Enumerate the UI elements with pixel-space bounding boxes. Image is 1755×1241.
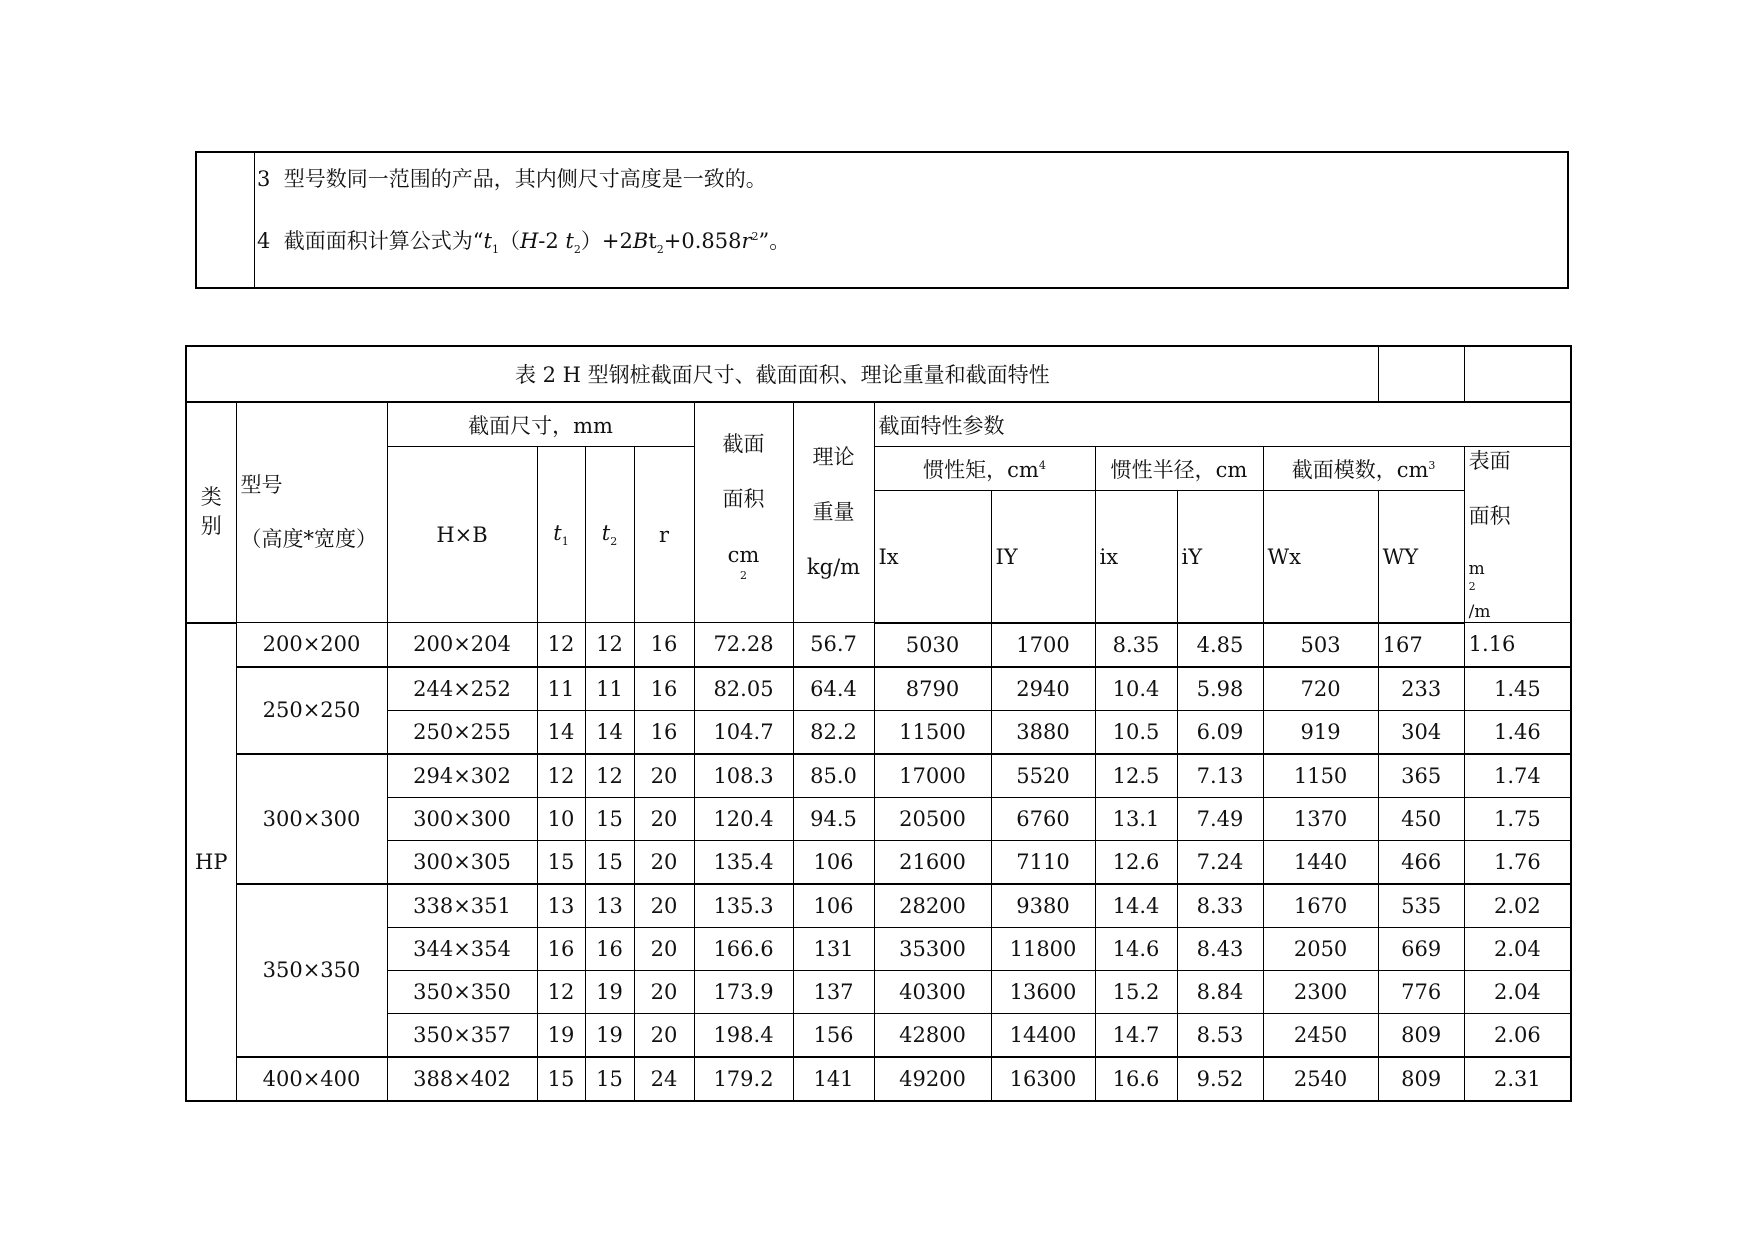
cell-ix: 12.5 <box>1095 754 1177 798</box>
cell-ix: 35300 <box>874 927 991 970</box>
cell-iy: 1700 <box>991 623 1095 667</box>
cell-weight: 94.5 <box>793 797 874 840</box>
cell-surface: 2.31 <box>1464 1057 1571 1101</box>
cell-wy: 669 <box>1378 927 1464 970</box>
cell-r: 16 <box>634 710 694 754</box>
cell-t2: 15 <box>585 1057 634 1101</box>
cell-t2: 15 <box>585 797 634 840</box>
cell-ix: 14.6 <box>1095 927 1177 970</box>
weight-label-2: 重量 <box>812 500 855 524</box>
cell-t1: 12 <box>537 754 585 798</box>
cell-ix: 11500 <box>874 710 991 754</box>
cell-wx: 919 <box>1263 710 1378 754</box>
cell-hxb: 350×350 <box>387 970 537 1013</box>
surface-label-1: 表面 <box>1468 449 1511 473</box>
cell-wx: 503 <box>1263 623 1378 667</box>
cell-weight: 131 <box>793 927 874 970</box>
notes-box <box>195 151 1569 289</box>
area-label-1: 截面 <box>722 432 765 457</box>
IY-header: IY <box>991 491 1095 623</box>
cell-ix: 8790 <box>874 667 991 711</box>
cell-surface: 1.74 <box>1464 754 1571 798</box>
cell-wx: 2300 <box>1263 970 1378 1013</box>
cell-ix: 21600 <box>874 840 991 884</box>
cell-wy: 535 <box>1378 884 1464 928</box>
category-header <box>186 402 236 623</box>
cell-r: 20 <box>634 1013 694 1057</box>
Wx-header: Wx <box>1263 491 1378 623</box>
cell-wx: 2050 <box>1263 927 1378 970</box>
surface-header <box>1464 447 1571 623</box>
cell-iy: 7.49 <box>1177 797 1263 840</box>
table-row <box>186 1013 1571 1057</box>
cell-t1: 10 <box>537 797 585 840</box>
cell-weight: 137 <box>793 970 874 1013</box>
note-suffix: ”。 <box>758 229 791 253</box>
cell-weight: 156 <box>793 1013 874 1057</box>
cell-area: 135.3 <box>694 884 793 928</box>
modulus-header <box>1263 447 1464 491</box>
cell-ix: 8.35 <box>1095 623 1177 667</box>
cell-wx: 2540 <box>1263 1057 1378 1101</box>
cell-ix: 40300 <box>874 970 991 1013</box>
cell-ix: 10.4 <box>1095 667 1177 711</box>
cell-r: 20 <box>634 927 694 970</box>
area-unit-sup: 2 <box>740 568 747 582</box>
table-row <box>186 884 1571 928</box>
cell-surface: 1.76 <box>1464 840 1571 884</box>
formula-t1-sub: 1 <box>491 243 499 257</box>
cell-weight: 85.0 <box>793 754 874 798</box>
cell-iy: 3880 <box>991 710 1095 754</box>
cell-wy: 450 <box>1378 797 1464 840</box>
t2-header <box>585 447 634 623</box>
note-text: 型号数同一范围的产品，其内侧尺寸高度是一致的。 <box>283 167 767 191</box>
area-label-2: 面积 <box>722 487 765 512</box>
formula-open: （ <box>498 229 520 253</box>
cell-surface: 2.06 <box>1464 1013 1571 1057</box>
cell-hxb: 344×354 <box>387 927 537 970</box>
cell-ix: 5030 <box>874 623 991 667</box>
category-label: 类别 <box>200 484 222 539</box>
surface-unit-tail: /m <box>1468 601 1491 622</box>
model-cell: 350×350 <box>236 884 387 1057</box>
formula-t2-sub: 2 <box>573 243 581 257</box>
table-title: 表 2 H 型钢桩截面尺寸、截面面积、理论重量和截面特性 <box>186 346 1378 402</box>
cell-wy: 304 <box>1378 710 1464 754</box>
table-row <box>186 754 1571 798</box>
cell-iy: 7.24 <box>1177 840 1263 884</box>
cell-surface: 1.16 <box>1464 623 1571 667</box>
cell-t1: 19 <box>537 1013 585 1057</box>
cell-weight: 106 <box>793 884 874 928</box>
inertia-header <box>874 447 1095 491</box>
cell-ix: 49200 <box>874 1057 991 1101</box>
model-cell: 300×300 <box>236 754 387 884</box>
radius-header: 惯性半径，cm <box>1095 447 1263 491</box>
model-cell: 250×250 <box>236 667 387 754</box>
cell-iy: 11800 <box>991 927 1095 970</box>
formula-B: B <box>632 229 649 253</box>
cell-t1: 12 <box>537 970 585 1013</box>
cell-t2: 11 <box>585 667 634 711</box>
cell-weight: 56.7 <box>793 623 874 667</box>
cell-wx: 1150 <box>1263 754 1378 798</box>
cell-iy: 9380 <box>991 884 1095 928</box>
ix-header: ix <box>1095 491 1177 623</box>
iY-header: iY <box>1177 491 1263 623</box>
cell-t2: 19 <box>585 970 634 1013</box>
cell-iy: 8.33 <box>1177 884 1263 928</box>
cell-t1: 14 <box>537 710 585 754</box>
cell-weight: 82.2 <box>793 710 874 754</box>
Ix-header: Ix <box>874 491 991 623</box>
formula-r-sup: 2 <box>751 230 759 243</box>
cell-wx: 2450 <box>1263 1013 1378 1057</box>
cell-area: 120.4 <box>694 797 793 840</box>
cell-area: 173.9 <box>694 970 793 1013</box>
cell-iy: 8.53 <box>1177 1013 1263 1057</box>
cell-t2: 14 <box>585 710 634 754</box>
cell-ix: 10.5 <box>1095 710 1177 754</box>
cell-t2: 12 <box>585 623 634 667</box>
cell-hxb: 244×252 <box>387 667 537 711</box>
inertia-label: 惯性矩，cm <box>923 457 1039 482</box>
cell-surface: 1.46 <box>1464 710 1571 754</box>
cell-weight: 64.4 <box>793 667 874 711</box>
cell-r: 20 <box>634 840 694 884</box>
cell-iy: 7.13 <box>1177 754 1263 798</box>
area-unit <box>695 543 793 593</box>
cell-area: 82.05 <box>694 667 793 711</box>
modulus-label: 截面模数，cm <box>1291 457 1429 482</box>
cell-t1: 16 <box>537 927 585 970</box>
cell-surface: 2.02 <box>1464 884 1571 928</box>
cell-t1: 12 <box>537 623 585 667</box>
cell-t2: 15 <box>585 840 634 884</box>
cell-area: 108.3 <box>694 754 793 798</box>
cell-ix: 20500 <box>874 797 991 840</box>
surface-unit-text: m <box>1468 559 1485 580</box>
cell-hxb: 294×302 <box>387 754 537 798</box>
table-row <box>186 797 1571 840</box>
cell-r: 20 <box>634 884 694 928</box>
cell-iy: 16300 <box>991 1057 1095 1101</box>
cell-wy: 233 <box>1378 667 1464 711</box>
cell-ix: 14.7 <box>1095 1013 1177 1057</box>
cell-iy: 2940 <box>991 667 1095 711</box>
formula-r: r <box>741 229 752 253</box>
t1-label: t <box>553 521 562 545</box>
cell-iy: 6760 <box>991 797 1095 840</box>
table-row <box>186 667 1571 711</box>
cell-t2: 16 <box>585 927 634 970</box>
formula-close: ） <box>580 229 602 253</box>
cell-hxb: 300×300 <box>387 797 537 840</box>
formula-tb-sub: 2 <box>656 243 664 257</box>
note-number: 4 <box>257 229 271 253</box>
table-row <box>186 927 1571 970</box>
weight-label-1: 理论 <box>812 444 855 469</box>
note-number: 3 <box>257 167 271 191</box>
cell-t2: 12 <box>585 754 634 798</box>
cell-iy: 5.98 <box>1177 667 1263 711</box>
cell-t1: 15 <box>537 1057 585 1101</box>
t2-sub: 2 <box>610 535 618 549</box>
cell-ix: 28200 <box>874 884 991 928</box>
surface-unit <box>1469 559 1571 622</box>
cell-wy: 809 <box>1378 1057 1464 1101</box>
cell-r: 24 <box>634 1057 694 1101</box>
r-header: r <box>634 447 694 623</box>
cell-ix: 15.2 <box>1095 970 1177 1013</box>
t1-header <box>537 447 585 623</box>
formula-tb: t <box>648 229 657 253</box>
model-label: 型号 <box>240 473 283 498</box>
cell-weight: 106 <box>793 840 874 884</box>
formula-plus2: +2 <box>601 229 633 253</box>
table-row <box>186 970 1571 1013</box>
cell-wy: 167 <box>1378 623 1464 667</box>
cell-iy: 5520 <box>991 754 1095 798</box>
cell-surface: 1.75 <box>1464 797 1571 840</box>
cell-surface: 1.45 <box>1464 667 1571 711</box>
title-empty-cell <box>1378 346 1464 402</box>
cell-iy: 6.09 <box>1177 710 1263 754</box>
props-header: 截面特性参数 <box>874 402 1571 447</box>
cell-iy: 7110 <box>991 840 1095 884</box>
cell-t2: 13 <box>585 884 634 928</box>
formula-H: H <box>519 229 539 253</box>
cell-hxb: 200×204 <box>387 623 537 667</box>
model-cell: 200×200 <box>236 623 387 667</box>
cell-t1: 15 <box>537 840 585 884</box>
table-row <box>186 710 1571 754</box>
section-size-header: 截面尺寸，mm <box>387 402 694 447</box>
cell-surface: 2.04 <box>1464 927 1571 970</box>
cell-r: 20 <box>634 970 694 1013</box>
cell-wy: 809 <box>1378 1013 1464 1057</box>
formula-t2: t <box>565 229 574 253</box>
formula-t1: t <box>483 229 492 253</box>
cell-iy: 14400 <box>991 1013 1095 1057</box>
cell-ix: 42800 <box>874 1013 991 1057</box>
table-row <box>186 840 1571 884</box>
cell-wx: 1370 <box>1263 797 1378 840</box>
cell-t2: 19 <box>585 1013 634 1057</box>
cell-area: 198.4 <box>694 1013 793 1057</box>
cell-r: 20 <box>634 797 694 840</box>
cell-iy: 8.43 <box>1177 927 1263 970</box>
cell-area: 135.4 <box>694 840 793 884</box>
cell-r: 20 <box>634 754 694 798</box>
model-header <box>236 402 387 623</box>
cell-ix: 17000 <box>874 754 991 798</box>
notes-gutter <box>197 153 255 287</box>
note-4 <box>257 225 790 256</box>
cell-t1: 13 <box>537 884 585 928</box>
inertia-sup: 4 <box>1038 458 1046 472</box>
cell-hxb: 338×351 <box>387 884 537 928</box>
t1-sub: 1 <box>561 535 569 549</box>
cell-hxb: 250×255 <box>387 710 537 754</box>
cell-ix: 12.6 <box>1095 840 1177 884</box>
formula-minus2: -2 <box>538 229 559 253</box>
cell-r: 16 <box>634 623 694 667</box>
model-cell: 400×400 <box>236 1057 387 1101</box>
cell-hxb: 388×402 <box>387 1057 537 1101</box>
model-sublabel: （高度*宽度） <box>240 526 377 551</box>
cell-t1: 11 <box>537 667 585 711</box>
weight-unit: kg/m <box>806 555 861 580</box>
cell-wy: 466 <box>1378 840 1464 884</box>
cell-ix: 14.4 <box>1095 884 1177 928</box>
cell-wx: 1670 <box>1263 884 1378 928</box>
t2-label: t <box>601 521 611 545</box>
table-row <box>186 1057 1571 1101</box>
cell-surface: 2.04 <box>1464 970 1571 1013</box>
cell-area: 166.6 <box>694 927 793 970</box>
title-empty-cell <box>1464 346 1571 402</box>
WY-header: WY <box>1378 491 1464 623</box>
cell-iy: 9.52 <box>1177 1057 1263 1101</box>
cell-wy: 776 <box>1378 970 1464 1013</box>
category-cell: HP <box>186 623 236 1101</box>
cell-area: 179.2 <box>694 1057 793 1101</box>
cell-hxb: 300×305 <box>387 840 537 884</box>
cell-ix: 13.1 <box>1095 797 1177 840</box>
cell-iy: 8.84 <box>1177 970 1263 1013</box>
formula-coef: +0.858 <box>663 229 742 253</box>
surface-label-2: 面积 <box>1468 504 1511 529</box>
steel-pile-table <box>185 345 1572 1102</box>
cell-wx: 1440 <box>1263 840 1378 884</box>
cell-ix: 16.6 <box>1095 1057 1177 1101</box>
surface-unit-sup: 2 <box>1468 579 1476 593</box>
cell-iy: 13600 <box>991 970 1095 1013</box>
cell-wx: 720 <box>1263 667 1378 711</box>
cell-area: 104.7 <box>694 710 793 754</box>
area-unit-text: cm <box>727 542 760 567</box>
cell-weight: 141 <box>793 1057 874 1101</box>
area-header <box>694 402 793 623</box>
note-text: 截面面积计算公式为“ <box>283 229 484 253</box>
cell-area: 72.28 <box>694 623 793 667</box>
weight-header <box>793 402 874 623</box>
table-row <box>186 623 1571 667</box>
cell-wy: 365 <box>1378 754 1464 798</box>
note-3 <box>257 163 767 193</box>
cell-r: 16 <box>634 667 694 711</box>
cell-hxb: 350×357 <box>387 1013 537 1057</box>
hxb-header: H×B <box>387 447 537 623</box>
cell-iy: 4.85 <box>1177 623 1263 667</box>
modulus-sup: 3 <box>1428 458 1436 472</box>
